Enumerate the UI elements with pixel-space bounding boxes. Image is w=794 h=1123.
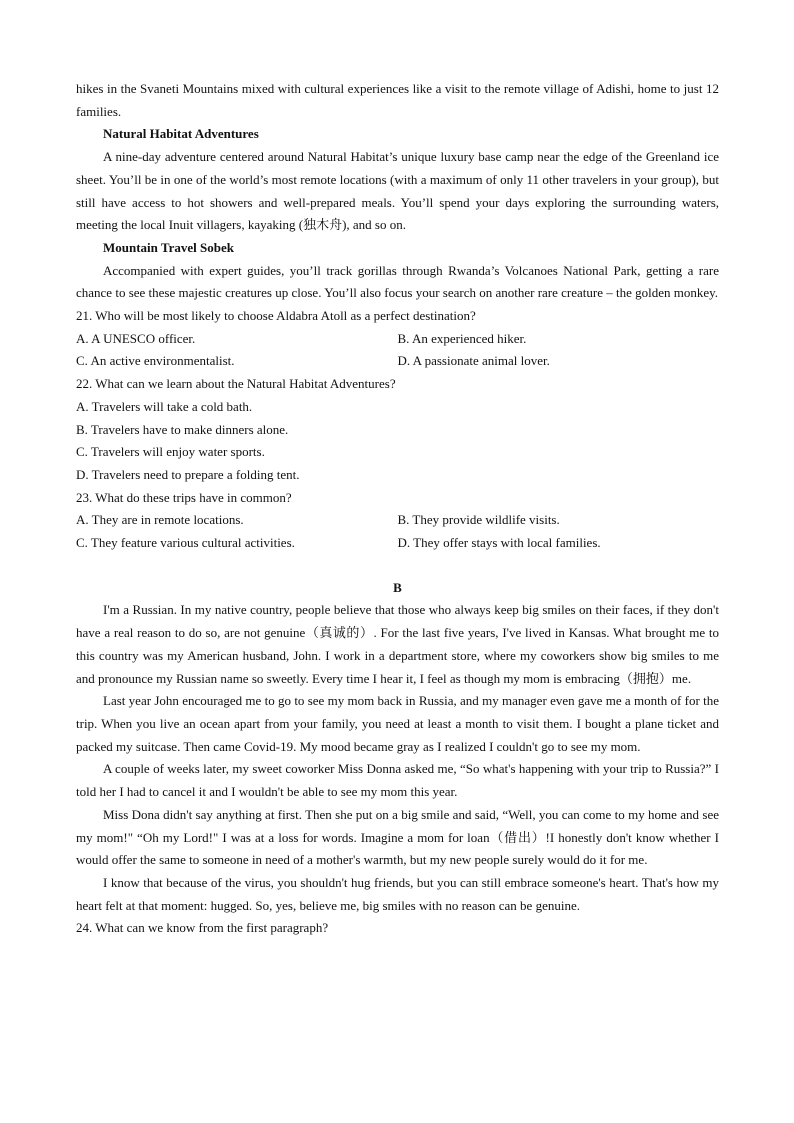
option-23-b: B. They provide wildlife visits. — [397, 512, 560, 528]
question-23-stem: 23. What do these trips have in common? — [76, 489, 292, 505]
option-23-a: A. They are in remote locations. — [76, 512, 244, 528]
option-21-a: A. A UNESCO officer. — [76, 330, 196, 346]
question-23-options-row-2 — [76, 532, 719, 555]
option-22-d: D. Travelers need to prepare a folding tent. — [76, 466, 300, 482]
option-21-b: B. An experienced hiker. — [397, 330, 527, 346]
passage-b-paragraph-4: Miss Dona didn't say anything at first. Then she put on a big smile and said, “Well, you can come to my home and see my mom!" “Oh my Lord!" I was at a loss for words. Imagine a mom for loan（借出）!I honestly don't know whether I would offer the same to someone in need of a mother's warmth, but my new people surely would do it for me. — [76, 806, 719, 868]
passage-b-paragraph-1: I'm a Russian. In my native country, people believe that those who always keep big smiles on their faces, if they don't have a real reason to do so, are not genuine（真诚的）. For the last five years, I've lived in Kansas. What brought me to this country was my American husband, John. I work in a department store, where my coworkers show big smiles to me and pronounce my Russian name so sweetly. Every time I hear it, I feel as though my mom is embracing（拥抱）me. — [76, 602, 719, 686]
passage-b-paragraph-2: Last year John encouraged me to go to see my mom back in Russia, and my manager even gave me a month of for the trip. When you live an ocean apart from your family, you need at least a month to visit them. I bought a plane ticket and packed my suitcase. Then came Covid-19. My mood became gray as I realized I couldn't go to see my mom. — [76, 693, 719, 754]
exam-page — [76, 78, 719, 940]
question-21-stem: 21. Who will be most likely to choose Aldabra Atoll as a perfect destination? — [76, 308, 476, 324]
question-21-options-row-1 — [76, 328, 719, 351]
question-24-stem: 24. What can we know from the first paragraph? — [76, 920, 329, 936]
section-title-mountain-travel: Mountain Travel Sobek — [103, 239, 234, 255]
option-23-c: C. They feature various cultural activities. — [76, 535, 295, 551]
passage-b-paragraph-3: A couple of weeks later, my sweet coworker Miss Donna asked me, “So what's happening with your trip to Russia?” I told her I had to cancel it and I wouldn't be able to see my mom this year. — [76, 761, 719, 800]
section-title-natural-habitat: Natural Habitat Adventures — [103, 126, 259, 142]
question-21-options-row-2 — [76, 350, 719, 373]
question-23-options-row-1 — [76, 509, 719, 532]
option-22-b: B. Travelers have to make dinners alone. — [76, 421, 289, 437]
section-text-natural-habitat: A nine-day adventure centered around Natural Habitat’s unique luxury base camp near the edge of the Greenland ice sheet. You’ll be in one of the world’s most remote locations (with a maximum of only 11 other travelers in your group), but still have access to hot showers and well-prepared meals. You’ll spend your days exploring the surrounding waters, meeting the local Inuit villagers, kayaking (独木舟), and so on. — [76, 149, 719, 233]
option-22-a: A. Travelers will take a cold bath. — [76, 398, 253, 414]
option-21-c: C. An active environmentalist. — [76, 353, 235, 369]
option-23-d: D. They offer stays with local families. — [397, 535, 601, 551]
intro-paragraph-tail: hikes in the Svaneti Mountains mixed with cultural experiences like a visit to the remote village of Adishi, home to just 12 families. — [76, 81, 719, 119]
option-22-c: C. Travelers will enjoy water sports. — [76, 444, 265, 460]
section-text-mountain-travel: Accompanied with expert guides, you’ll track gorillas through Rwanda’s Volcanoes National Park, getting a rare chance to see these majestic creatures up close. You’ll also focus your search on another rare creature – the golden monkey. — [76, 262, 719, 301]
passage-b-paragraph-5: I know that because of the virus, you shouldn't hug friends, but you can still embrace someone's heart. That's how my heart felt at that moment: hugged. So, yes, believe me, big smiles with no reason can be genuine. — [76, 874, 719, 913]
question-22-stem: 22. What can we learn about the Natural Habitat Adventures? — [76, 376, 396, 392]
section-b-label: B — [393, 579, 402, 595]
option-21-d: D. A passionate animal lover. — [397, 353, 550, 369]
